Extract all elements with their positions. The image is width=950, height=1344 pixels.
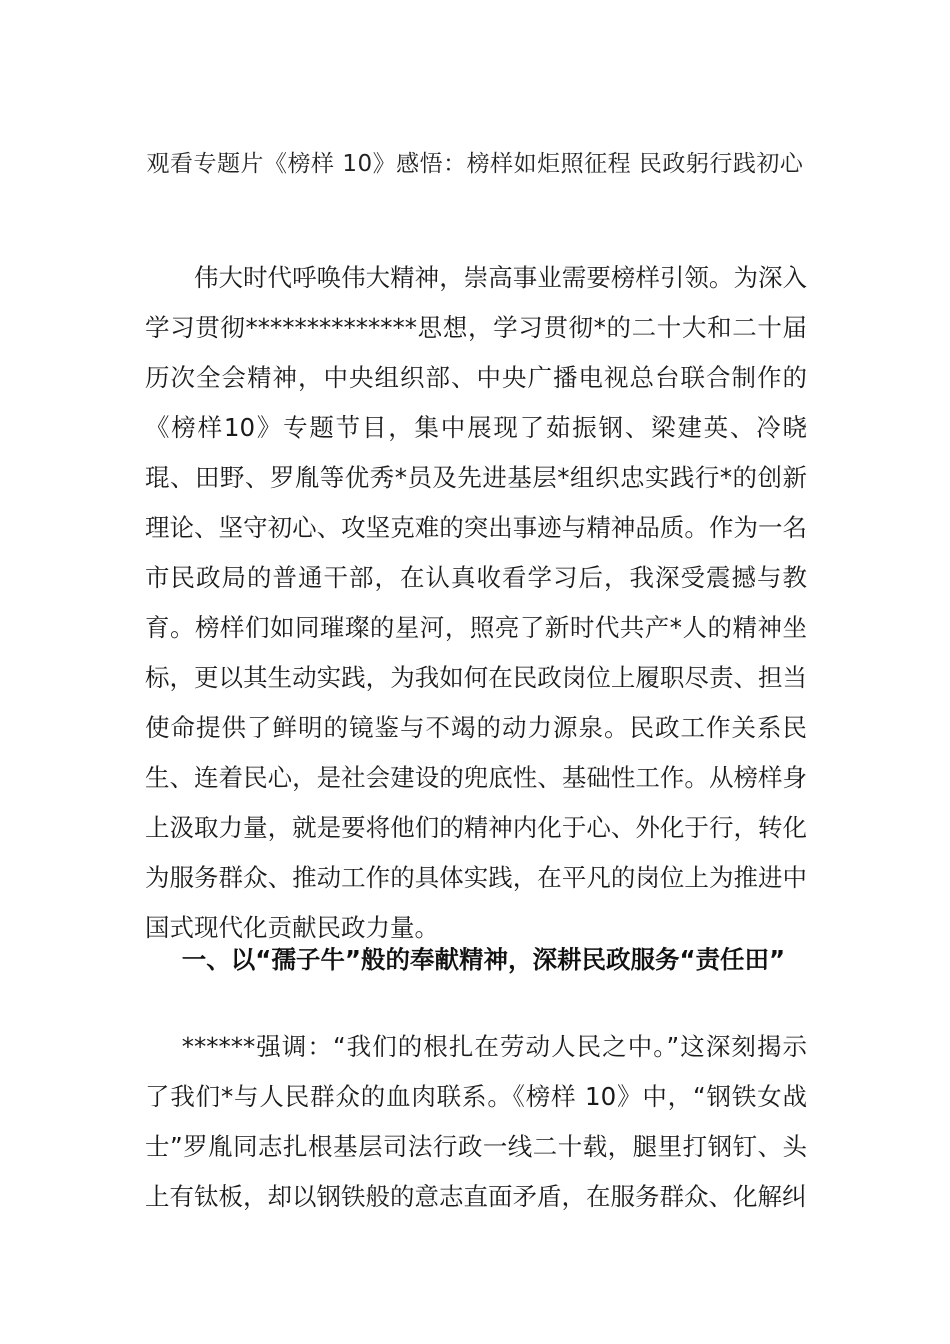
- section-1-paragraph: ******强调：“我们的根扎在劳动人民之中。”这深刻揭示了我们*与人民群众的血肉联系。《榜样 10》中，“钢铁女战士”罗胤同志扎根基层司法行政一线二十载，腿里打钢钉、头上有钛板，却以钢铁般的意志直面矛盾，在服务群众、化解纠: [145, 1032, 807, 1211]
- intro-paragraph: 伟大时代呼唤伟大精神，崇高事业需要榜样引领。为深入学习贯彻**************思想，学习贯彻*的二十大和二十届历次全会精神，中央组织部、中央广播电视总台联合制作的《榜样10》专题节目，集中展现了茹振钢、梁建英、冷晓琨、田野、罗胤等优秀*员及先进基层*组织忠实践行*的创新理论、坚守初心、攻坚克难的突出事迹与精神品质。作为一名市民政局的普通干部，在认真收看学习后，我深受震撼与教育。榜样们如同璀璨的星河，照亮了新时代共产*人的精神坐标，更以其生动实践，为我如何在民政岗位上履职尽责、担当使命提供了鲜明的镜鉴与不竭的动力源泉。民政工作关系民生、连着民心，是社会建设的兜底性、基础性工作。从榜样身上汲取力量，就是要将他们的精神内化于心、外化于行，转化为服务群众、推动工作的具体实践，在平凡的岗位上为推进中国式现代化贡献民政力量。: [145, 263, 807, 942]
- section-heading-1: 一、以“孺子牛”般的奉献精神，深耕民政服务“责任田”: [181, 945, 786, 974]
- document-title: 观看专题片《榜样 10》感悟：榜样如炬照征程 民政躬行践初心: [146, 151, 804, 177]
